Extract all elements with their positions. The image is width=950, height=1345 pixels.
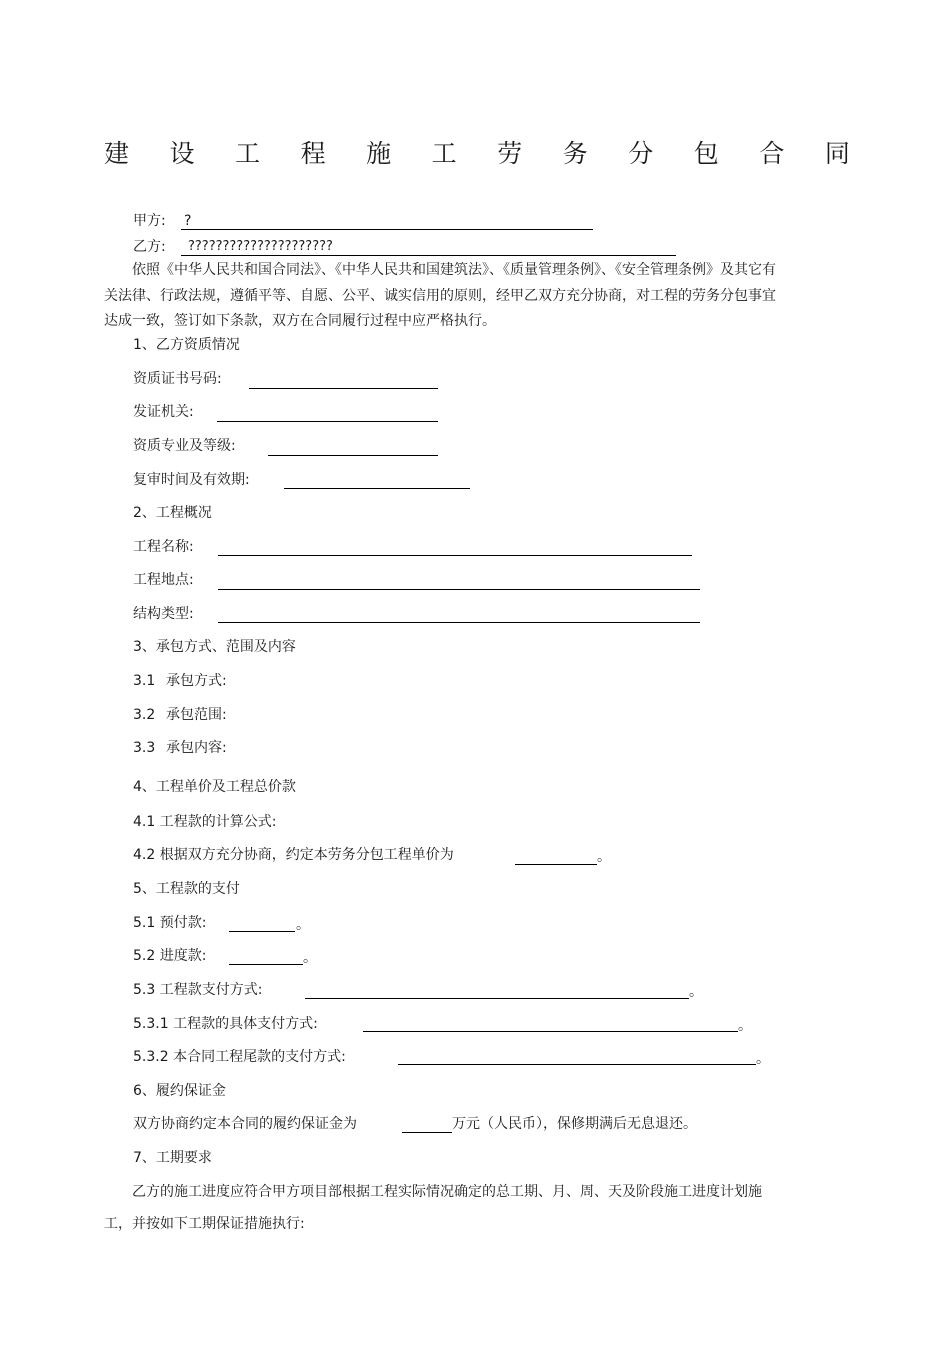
party-a-value: ? <box>184 213 192 229</box>
item-4-1: 4.1 工程款的计算公式: <box>133 814 277 830</box>
deposit-amount-field <box>402 1132 452 1133</box>
item-5-2: 5.2 进度款: <box>133 948 207 964</box>
deposit-text-b: 万元（人民币），保修期满后无息退还。 <box>452 1116 697 1132</box>
title-char: 分 <box>628 139 654 168</box>
party-a-underline <box>181 229 593 230</box>
title-char: 包 <box>693 139 719 168</box>
section-5-heading: 5、工程款的支付 <box>133 881 240 897</box>
section-3-heading: 3、承包方式、范围及内容 <box>133 639 296 655</box>
item-5-3-2-end: 。 <box>756 1051 770 1067</box>
title-char: 同 <box>824 139 850 168</box>
title-char: 建 <box>104 139 130 168</box>
section-2-heading: 2、工程概况 <box>133 505 212 521</box>
item-3-1-number: 3.1 <box>133 673 156 689</box>
project-name-field <box>218 555 692 556</box>
section-4-heading: 4、工程单价及工程总价款 <box>133 779 296 795</box>
project-location-label: 工程地点: <box>133 572 194 588</box>
item-5-2-end: 。 <box>303 950 317 966</box>
grade-field <box>268 455 438 456</box>
party-b-value: ????????????????????? <box>188 239 333 254</box>
item-5-3-end: 。 <box>689 984 703 1000</box>
project-location-field <box>218 589 700 590</box>
structure-type-field <box>218 622 700 623</box>
section-7-heading: 7、工期要求 <box>133 1150 212 1166</box>
title-char: 务 <box>562 139 588 168</box>
intro-paragraph: 依照《中华人民共和国合同法》、《中华人民共和国建筑法》、《质量管理条例》、《安全管理条例》及其它有关法律、行政法规，遵循平等、自愿、公平、诚实信用的原则，经甲乙双方充分协商，对工程的劳务分包事宜达成一致，签订如下条款，双方在合同履行过程中应严格执行。 <box>104 262 776 329</box>
party-b-underline <box>181 255 676 256</box>
item-3-3-number: 3.3 <box>133 740 156 756</box>
section-1-heading: 1、乙方资质情况 <box>133 337 240 353</box>
title-char: 合 <box>759 139 785 168</box>
item-5-3-2: 5.3.2 本合同工程尾款的支付方式: <box>133 1049 346 1065</box>
item-3-3-label: 承包内容: <box>166 740 227 756</box>
grade-label: 资质专业及等级: <box>133 438 236 454</box>
item-5-3-1: 5.3.1 工程款的具体支付方式: <box>133 1016 318 1032</box>
item-4-2-end: 。 <box>597 849 611 865</box>
item-3-2-number: 3.2 <box>133 707 156 723</box>
unit-price-field <box>515 864 597 865</box>
item-3-2-label: 承包范围: <box>166 707 227 723</box>
final-payment-field <box>398 1064 756 1065</box>
progress-payment-field <box>229 964 303 965</box>
cert-number-label: 资质证书号码: <box>133 371 222 387</box>
title-char: 工 <box>235 139 261 168</box>
item-5-1-end: 。 <box>296 917 310 933</box>
document-title <box>104 138 850 170</box>
issuer-label: 发证机关: <box>133 404 194 420</box>
item-3-1-label: 承包方式: <box>166 673 227 689</box>
title-char: 施 <box>366 139 392 168</box>
item-5-3-1-end: 。 <box>738 1018 752 1034</box>
cert-number-field <box>249 388 438 389</box>
review-label: 复审时间及有效期: <box>133 472 250 488</box>
structure-type-label: 结构类型: <box>133 606 194 622</box>
payment-method-field <box>305 998 689 999</box>
title-char: 设 <box>169 139 195 168</box>
section-6-heading: 6、履约保证金 <box>133 1083 226 1099</box>
title-char: 程 <box>300 139 326 168</box>
item-4-2: 4.2 根据双方充分协商，约定本劳务分包工程单价为 <box>133 847 454 863</box>
review-field <box>284 488 470 489</box>
item-5-3: 5.3 工程款支付方式: <box>133 982 263 998</box>
party-b-label: 乙方: <box>133 239 166 255</box>
issuer-field <box>217 421 438 422</box>
item-5-1: 5.1 预付款: <box>133 915 207 931</box>
party-a-label: 甲方: <box>133 213 166 229</box>
prepayment-field <box>229 931 295 932</box>
title-char: 工 <box>431 139 457 168</box>
schedule-paragraph: 乙方的施工进度应符合甲方项目部根据工程实际情况确定的总工期、月、周、天及阶段施工进度计划施工，并按如下工期保证措施执行: <box>104 1184 762 1232</box>
specific-payment-field <box>363 1031 738 1032</box>
project-name-label: 工程名称: <box>133 539 194 555</box>
deposit-text-a: 双方协商约定本合同的履约保证金为 <box>133 1116 357 1132</box>
title-char: 劳 <box>497 139 523 168</box>
